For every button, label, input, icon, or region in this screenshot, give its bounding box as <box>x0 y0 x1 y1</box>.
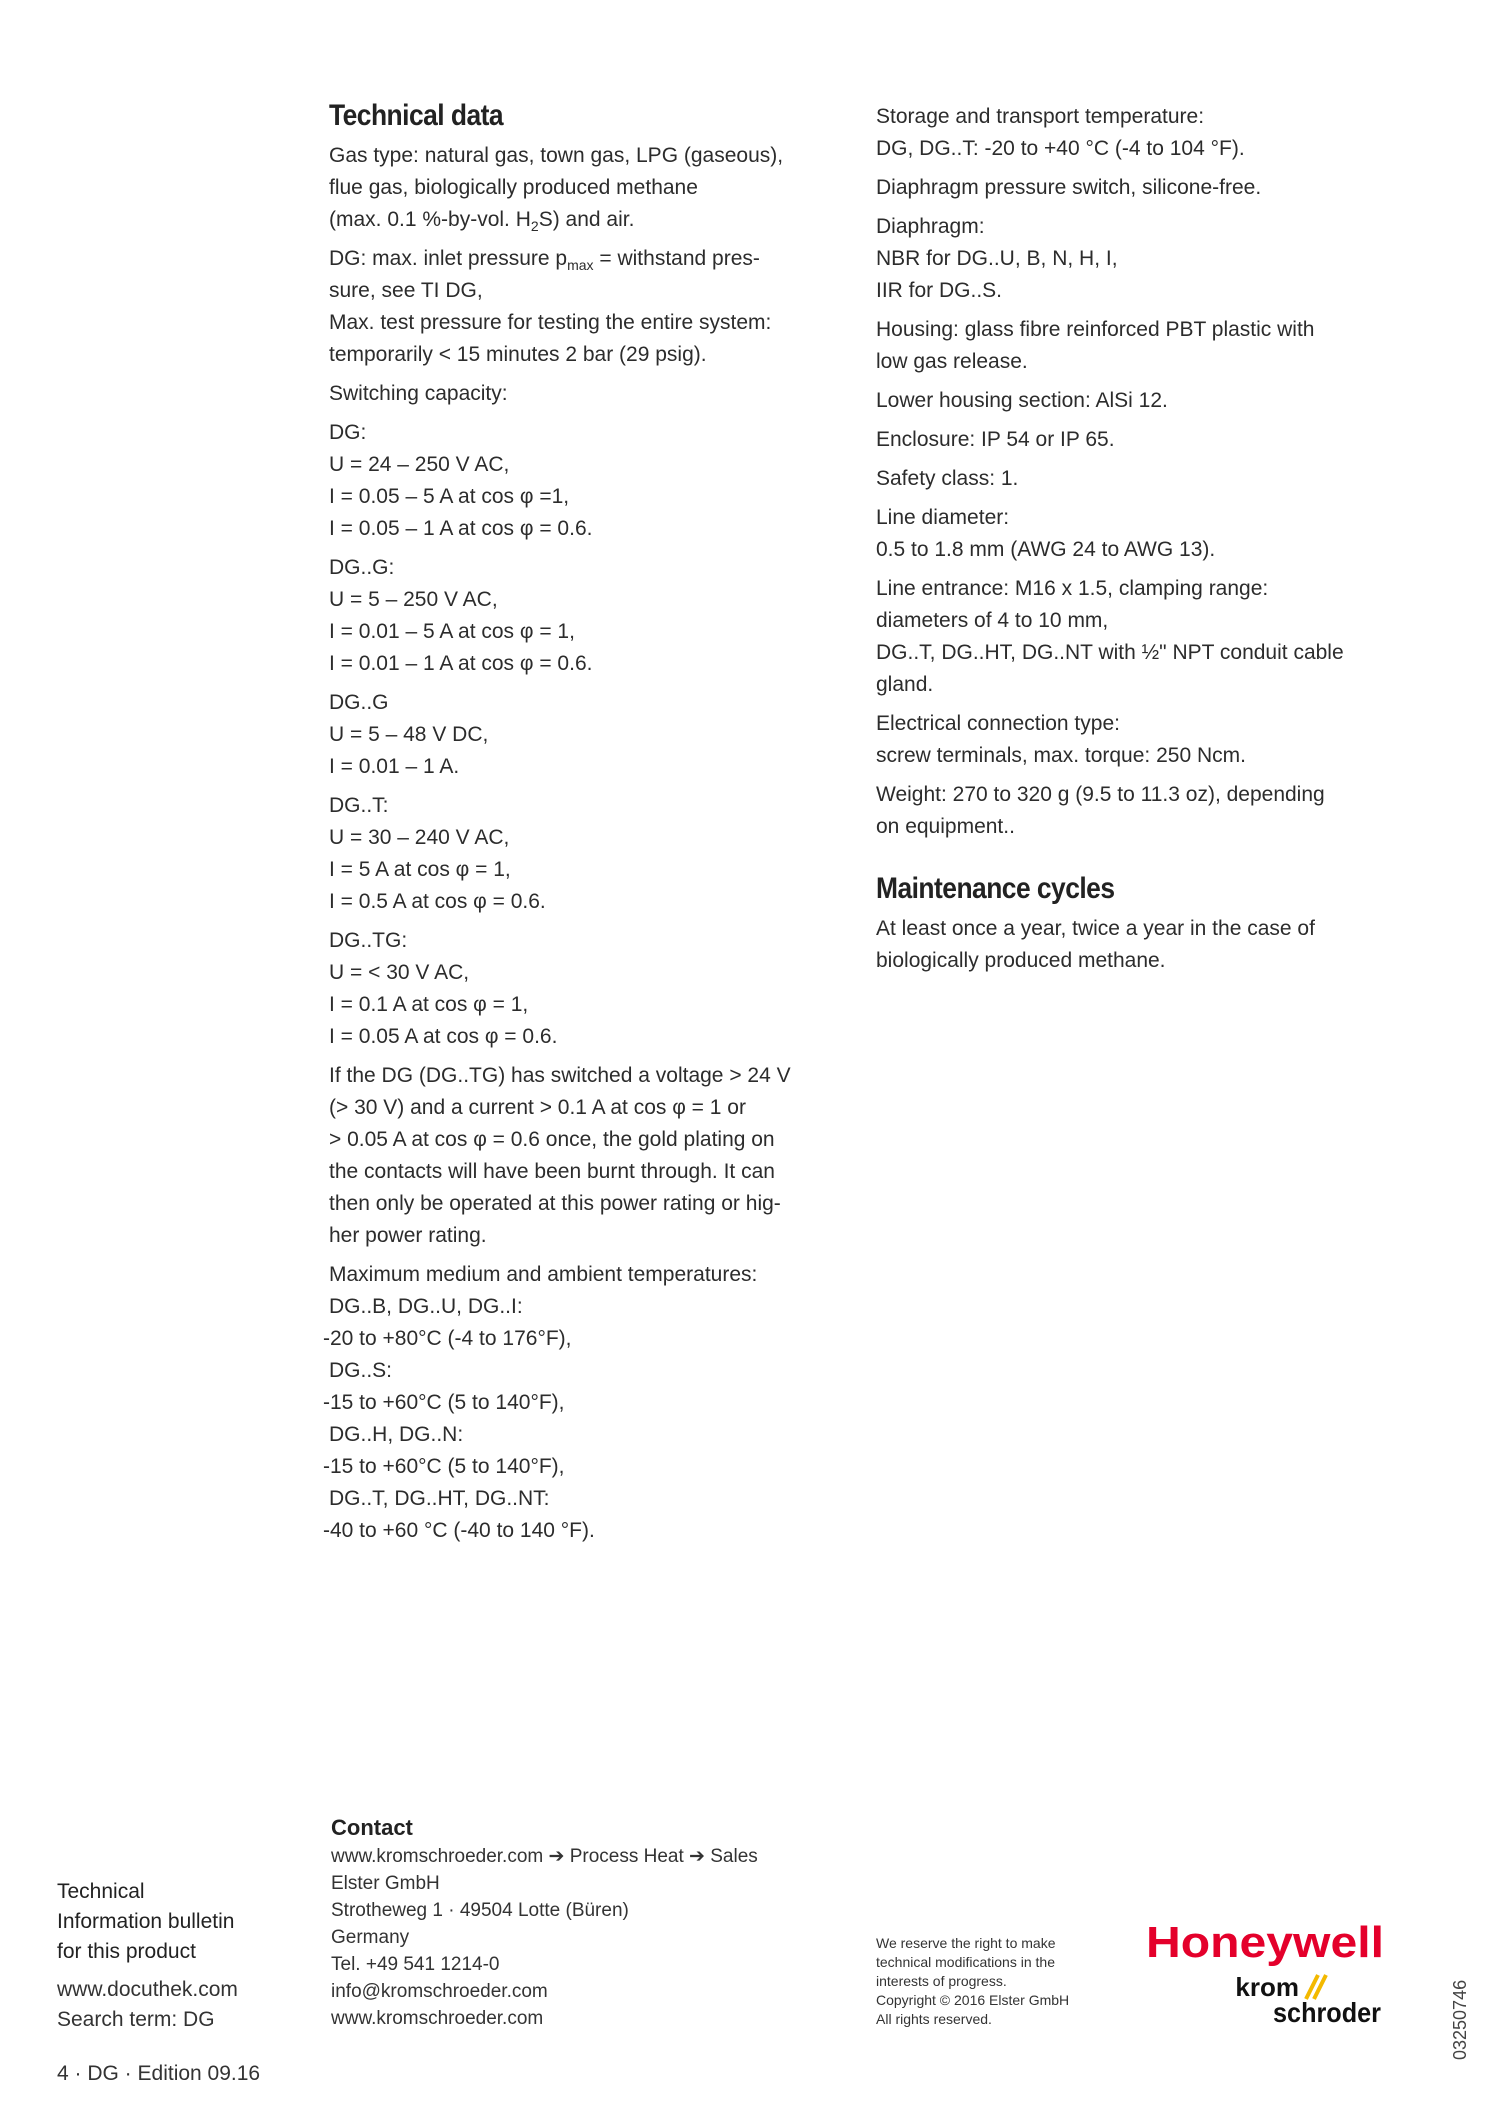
company-name: Elster GmbH <box>331 1873 440 1894</box>
document-number: 03250746 <box>1450 1979 1470 2060</box>
bulletin-block <box>57 1877 317 2035</box>
bulletin-line: Technical <box>57 1880 145 1903</box>
email-link[interactable]: info@kromschroeder.com <box>331 1981 548 2002</box>
h2s-line: (max. 0.1 %-by-vol. $H_2S$) and air. <box>329 208 635 235</box>
dg-t-rating-block: DG..T: U = 30 – 240 V AC, I = 5 A at cos φ = 1, I = 0.5 A at cos φ = 0.6. <box>329 794 546 913</box>
gas-type-paragraph: Gas type: natural gas, town gas, LPG (gaseous), flue gas, biologically produced methane (max. 0.1 %-by-vol. $H_2S$) and air. <box>329 140 849 236</box>
bulletin-line: for this product <box>57 1940 196 1963</box>
technical-data-title: Technical data <box>329 99 504 132</box>
search-term: Search term: DG <box>57 2008 215 2031</box>
bulletin-line: Information bulletin <box>57 1910 235 1933</box>
maintenance-title: Maintenance cycles <box>876 872 1115 905</box>
maintenance-paragraph: At least once a year, twice a year in the case of biologically produced methane. <box>876 917 1315 972</box>
schroder-wordmark: schroder <box>1273 1997 1382 2028</box>
honeywell-wordmark: Honeywell <box>1146 1919 1384 1967</box>
pmax-line: DG: max. inlet pressure $p_{max}$ = withstand pres- <box>329 247 760 274</box>
docuthek-link[interactable]: www.docuthek.com <box>57 1978 238 2001</box>
line-entrance-paragraph: Line entrance: M16 x 1.5, clamping range: diameters of 4 to 10 mm, DG..T, DG..HT, DG..NT with ½" NPT conduit cable gland. <box>876 577 1344 696</box>
logo-graphic <box>1143 1919 1388 2039</box>
contact-heading: Contact <box>331 1815 413 1840</box>
inlet-pressure-paragraph: DG: max. inlet pressure $p_{max}$ = withstand pres- sure, see TI DG, Max. test pressure for testing the entire system: temporarily < 15 minutes 2 bar (29 psig). <box>329 243 849 371</box>
lower-housing-paragraph: Lower housing section: AlSi 12. <box>876 389 1168 412</box>
technical-data-column <box>323 98 849 1554</box>
enclosure-paragraph: Enclosure: IP 54 or IP 65. <box>876 428 1115 451</box>
gold-plating-warning: If the DG (DG..TG) has switched a voltage > 24 V (> 30 V) and a current > 0.1 A at cos φ = 1 or > 0.05 A at cos φ = 0.6 once, the gold plating on the contacts will have been burnt through. It can then only be operated at this power rating or hig- her power rating. <box>329 1064 791 1247</box>
contact-block <box>331 1815 891 2032</box>
dg-g-ac-rating-block: DG..G: U = 5 – 250 V AC, I = 0.01 – 5 A at cos φ = 1, I = 0.01 – 1 A at cos φ = 0.6. <box>329 556 593 675</box>
technical-data-column-right <box>876 101 1396 984</box>
country: Germany <box>331 1927 410 1948</box>
weight-paragraph: Weight: 270 to 320 g (9.5 to 11.3 oz), depending on equipment.. <box>876 783 1325 838</box>
line-diameter-paragraph: Line diameter: 0.5 to 1.8 mm (AWG 24 to AWG 13). <box>876 506 1216 561</box>
temperature-ranges-block: Maximum medium and ambient temperatures: DG..B, DG..U, DG..I: -20 to +80°C (-4 to 176°F), DG..S: -15 to +60°C (5 to 140°F), DG..H, DG..N: -15 to +60°C (5 to 140°F), DG..T, DG..HT, DG..NT: -40 to +60 °C (-40 to 140 °F). <box>323 1263 758 1542</box>
page-label: 4 · DG · Edition 09.16 <box>57 2062 261 2085</box>
street-address: Strotheweg 1 · 49504 Lotte (Büren) <box>331 1900 629 1921</box>
website-link[interactable]: www.kromschroeder.com <box>331 2008 544 2029</box>
dg-tg-rating-block: DG..TG: U = < 30 V AC, I = 0.1 A at cos φ = 1, I = 0.05 A at cos φ = 0.6. <box>329 929 558 1048</box>
contact-sales-link[interactable]: www.kromschroeder.com ➔ Process Heat ➔ Sales <box>331 1846 758 1867</box>
copyright-notice: We reserve the right to make technical modifications in the interests of progress. Copyright © 2016 Elster GmbH All rights reserved. <box>876 1935 1070 2027</box>
silicone-free-paragraph: Diaphragm pressure switch, silicone-free. <box>876 176 1262 199</box>
dg-g-dc-rating-block: DG..G U = 5 – 48 V DC, I = 0.01 – 1 A. <box>329 691 489 778</box>
phone-number: Tel. +49 541 1214-0 <box>331 1954 500 1975</box>
storage-temperature-paragraph: Storage and transport temperature: DG, DG..T: -20 to +40 °C (-4 to 104 °F). <box>876 105 1245 160</box>
electrical-connection-paragraph: Electrical connection type: screw terminals, max. torque: 250 Ncm. <box>876 712 1246 767</box>
krom-wordmark: krom <box>1235 1972 1299 2002</box>
dg-rating-block: DG: U = 24 – 250 V AC, I = 0.05 – 5 A at cos φ =1, I = 0.05 – 1 A at cos φ = 0.6. <box>329 421 593 540</box>
safety-class-paragraph: Safety class: 1. <box>876 467 1019 490</box>
slash-mark-icon <box>1306 1975 1326 1999</box>
diaphragm-paragraph: Diaphragm: NBR for DG..U, B, N, H, I, IIR for DG..S. <box>876 215 1118 302</box>
honeywell-kromschroder-logo <box>1143 1919 1388 2039</box>
housing-paragraph: Housing: glass fibre reinforced PBT plastic with low gas release. <box>876 318 1315 373</box>
switching-capacity-label: Switching capacity: <box>329 382 508 405</box>
